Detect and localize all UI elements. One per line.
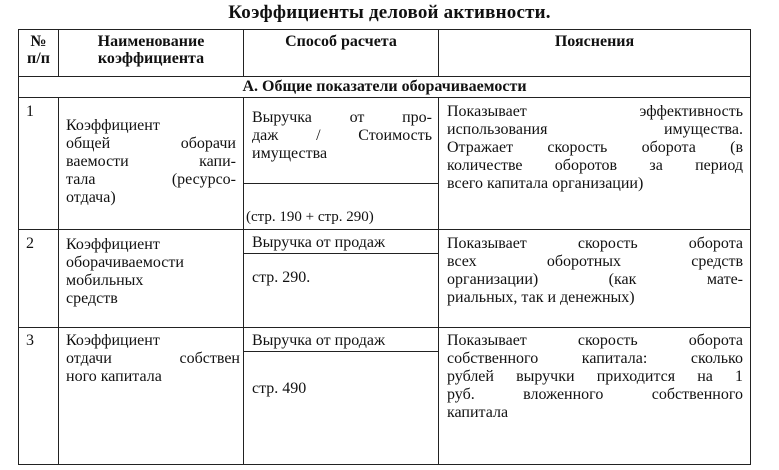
row1-method-lines: (стр. 190 + стр. 290) — [246, 209, 374, 225]
row3-name-line: ного капитала — [66, 368, 162, 385]
row2-method-lines: стр. 290. — [252, 269, 311, 286]
row3-notes-line: рублей выручки приходится на 1 — [447, 368, 743, 385]
row2-notes-line: Показывает скорость оборота — [447, 235, 743, 252]
row1-name-line: Коэффициент — [66, 117, 160, 134]
row2-name-line: мобильных — [66, 272, 144, 289]
rule-col3 — [438, 97, 439, 465]
section-heading: А. Общие показатели оборачиваемости — [242, 78, 527, 95]
row1-notes-line: использования имущества. — [447, 121, 743, 138]
header-number — [19, 33, 58, 67]
row3-notes-line: капитала — [447, 404, 509, 421]
row1-name-line: отдача) — [66, 189, 116, 206]
row3-notes-line: Показывает скорость оборота — [447, 332, 743, 349]
row1-number: 1 — [26, 103, 34, 120]
row1-name-line: общей оборачи — [66, 135, 236, 152]
row3-name — [66, 332, 240, 386]
row1-method-line: даж / Стоимость — [252, 127, 432, 144]
row2-name-line: Коэффициент — [66, 236, 160, 253]
rule-method-split-2 — [243, 253, 438, 254]
rule-row1-bottom — [18, 229, 751, 230]
rule-col2 — [243, 97, 244, 465]
row1-method-line: имущества — [252, 145, 328, 162]
row1-name-line: тала (ресурсо- — [66, 171, 236, 188]
rule-top — [18, 29, 751, 30]
rule-header-bottom — [18, 76, 751, 77]
row1-method-line: Выручка от про- — [252, 109, 432, 126]
row3-notes — [447, 332, 743, 422]
header-number-line1: № — [30, 33, 47, 50]
rule-col1 — [58, 97, 59, 465]
row1-notes-line: Отражает скорость оборота (в — [447, 139, 743, 156]
row3-number: 3 — [26, 332, 34, 349]
row3-name-line: Коэффициент — [66, 332, 160, 349]
header-name-line1: Наименование — [97, 33, 205, 50]
row2-name — [66, 236, 236, 308]
row2-notes-line: организации) (как мате- — [447, 271, 743, 288]
row3-notes-line: руб. вложенного собственного — [447, 386, 743, 403]
row2-name-line: оборачиваемости — [66, 254, 184, 271]
header-notes: Пояснения — [554, 33, 635, 50]
row2-number: 2 — [26, 235, 34, 252]
row3-method-lines: стр. 490 — [252, 380, 307, 397]
header-method: Способ расчета — [285, 33, 397, 50]
row1-name-line: ваемости капи- — [66, 153, 236, 170]
rule-row2-bottom — [18, 327, 751, 328]
rule-bottom — [18, 464, 751, 465]
row3-notes-line: собственного капитала: сколько — [447, 350, 743, 367]
rule-section-bottom — [18, 97, 751, 98]
row2-name-line: средств — [66, 290, 118, 307]
row1-notes-line: количестве оборотов за период — [447, 157, 743, 174]
row1-method-formula — [252, 109, 432, 163]
row1-notes-line: всего капитала организации) — [447, 175, 644, 192]
row1-notes — [447, 103, 743, 193]
row1-notes-line: Показывает эффективность — [447, 103, 743, 120]
rule-method-split-3 — [243, 351, 438, 352]
rule-method-split-1 — [243, 183, 438, 184]
row2-notes — [447, 235, 743, 307]
header-number-line2: п/п — [27, 50, 50, 67]
coefficients-table — [18, 29, 751, 465]
row3-method-formula: Выручка от продаж — [252, 332, 386, 349]
row2-notes-line: всех оборотных средств — [447, 253, 743, 270]
row3-name-line: отдачи собствен — [66, 350, 240, 367]
row2-notes-line: риальных, так и денежных) — [447, 289, 635, 306]
row2-method-formula: Выручка от продаж — [252, 234, 386, 251]
header-name-line2: коэффициента — [97, 50, 205, 67]
table-title: Коэффициенты деловой активности. — [228, 2, 551, 23]
row1-name — [66, 117, 236, 207]
header-name — [59, 33, 243, 67]
